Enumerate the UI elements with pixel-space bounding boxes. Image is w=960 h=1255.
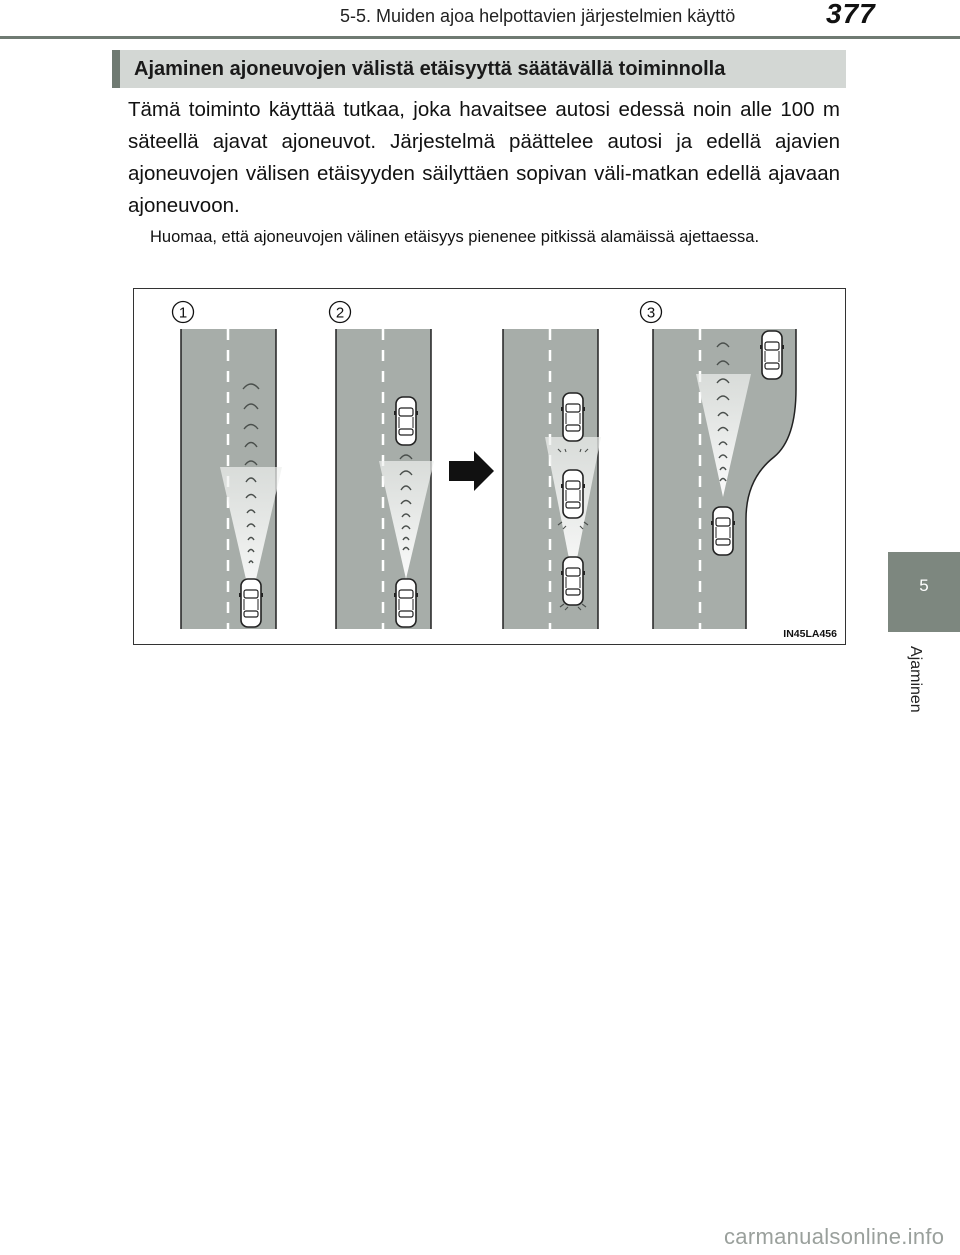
chapter-label: Ajaminen	[907, 646, 924, 713]
road-panel-2	[336, 329, 434, 629]
road-panel-3	[503, 329, 601, 629]
page-number: 377	[826, 0, 876, 29]
transition-arrow	[449, 451, 494, 491]
body-paragraph: Tämä toiminto käyttää tutkaa, joka havaitsee autosi edessä noin alle 100 m säteellä ajavat ajoneuvot. Järjestelmä päättelee autosi ja edellä ajavien ajoneuvojen välisen etäisyyden säilyttäen sopivan väli-matkan edellä ajavaan ajoneuvoon.	[128, 98, 840, 217]
section-title: Ajaminen ajoneuvojen välistä etäisyyttä säätävällä toiminnolla	[134, 58, 726, 80]
callout-1-label: 1	[178, 304, 188, 322]
callout-2	[330, 302, 351, 323]
section-heading-bar	[112, 50, 846, 88]
chapter-number: 5	[919, 576, 929, 595]
figure-code: IN45LA456	[783, 628, 837, 640]
road-panel-1	[181, 329, 282, 629]
illustration-svg	[134, 289, 847, 646]
watermark: carmanualsonline.info	[724, 1224, 945, 1249]
callout-3	[641, 302, 662, 323]
road-panel-4	[653, 329, 796, 629]
callout-2-label: 2	[335, 304, 345, 322]
running-header: 5-5. Muiden ajoa helpottavien järjestelmien käyttö	[340, 6, 736, 26]
callout-1	[173, 302, 194, 323]
header-rule	[0, 36, 960, 39]
chapter-tab	[888, 552, 960, 632]
illustration-radar-distance	[133, 288, 846, 645]
callout-3-label: 3	[646, 304, 656, 322]
note-paragraph: Huomaa, että ajoneuvojen välinen etäisyys pienenee pitkissä alamäissä ajettaessa.	[150, 228, 760, 246]
